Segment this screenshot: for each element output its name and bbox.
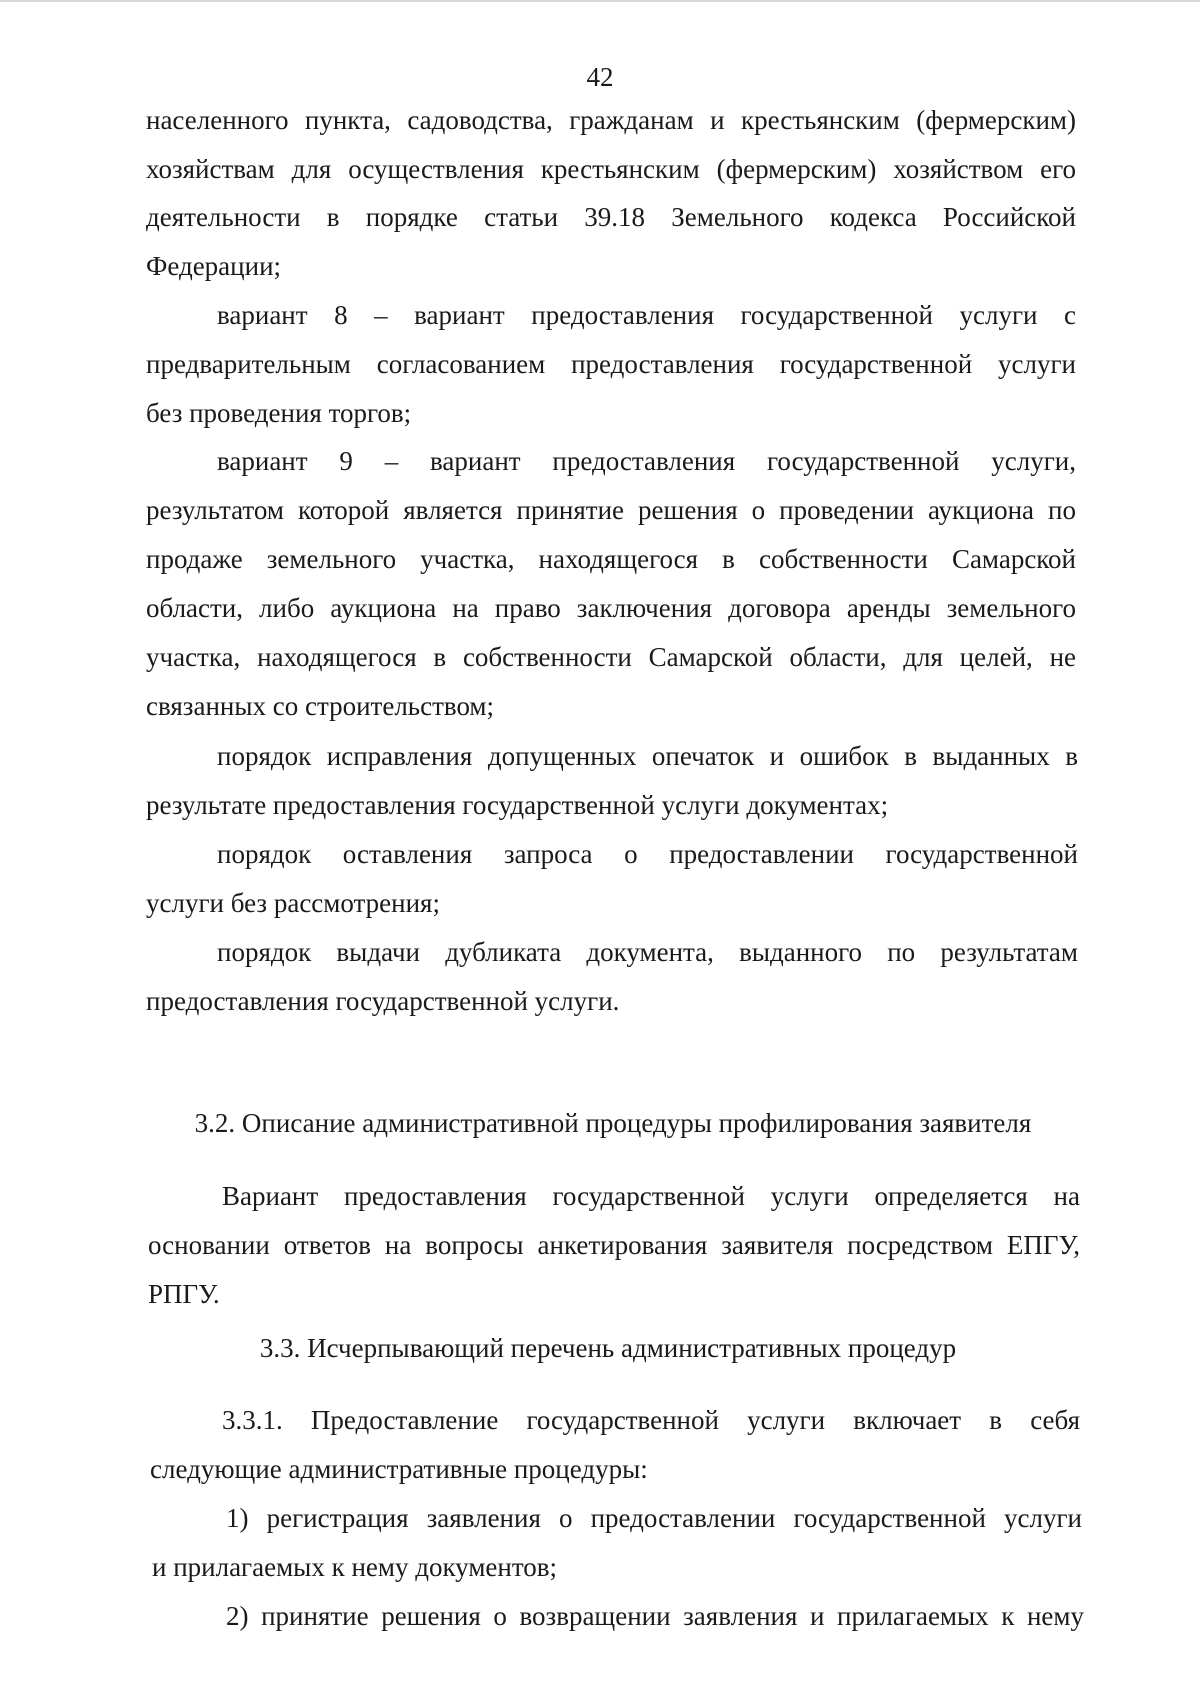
text-line: предоставления государственной услуги.	[146, 986, 620, 1016]
text-line: предварительным согласованием предоставления государственной услуги	[146, 349, 1076, 379]
text-line: хозяйствам для осуществления крестьянским (фермерским) хозяйством его	[146, 154, 1076, 184]
text-line: Вариант предоставления государственной услуги определяется на	[222, 1181, 1080, 1211]
text-line: порядок выдачи дубликата документа, выданного по результатам	[217, 937, 1078, 967]
text-line: результате предоставления государственной услуги документах;	[146, 790, 889, 820]
text-line: связанных со строительством;	[146, 691, 495, 721]
text-line: без проведения торгов;	[146, 398, 412, 428]
text-line: деятельности в порядке статьи 39.18 Земельного кодекса Российской	[146, 202, 1076, 232]
text-line: участка, находящегося в собственности Самарской области, для целей, не	[146, 642, 1076, 672]
text-line: порядок исправления допущенных опечаток и ошибок в выданных в	[217, 741, 1078, 771]
list-item-line: 2) принятие решения о возвращении заявления и прилагаемых к нему	[226, 1601, 1084, 1631]
text-line: области, либо аукциона на право заключения договора аренды земельного	[146, 593, 1076, 623]
text-line: следующие административные процедуры:	[150, 1454, 648, 1484]
text-line: порядок оставления запроса о предоставлении государственной	[217, 839, 1078, 869]
list-item-line: и прилагаемых к нему документов;	[152, 1552, 558, 1582]
text-line: Федерации;	[146, 251, 282, 281]
page-number: 42	[586, 62, 614, 92]
text-line: вариант 8 – вариант предоставления государственной услуги с	[217, 300, 1076, 330]
section-heading-3-2: 3.2. Описание административной процедуры профилирования заявителя	[194, 1108, 1032, 1138]
text-line: населенного пункта, садоводства, гражданам и крестьянским (фермерским)	[146, 105, 1076, 135]
text-line: услуги без рассмотрения;	[146, 888, 440, 918]
text-line: продаже земельного участка, находящегося в собственности Самарской	[146, 544, 1076, 574]
text-line: вариант 9 – вариант предоставления государственной услуги,	[217, 446, 1076, 476]
text-line: 3.3.1. Предоставление государственной услуги включает в себя	[222, 1405, 1080, 1435]
list-item-line: 1) регистрация заявления о предоставлении государственной услуги	[226, 1503, 1082, 1533]
text-line: РПГУ.	[148, 1279, 220, 1309]
top-edge-rule	[0, 0, 1200, 2]
text-line: результатом которой является принятие решения о проведении аукциона по	[146, 495, 1076, 525]
section-heading-3-3: 3.3. Исчерпывающий перечень административных процедур	[259, 1333, 957, 1363]
text-line: основании ответов на вопросы анкетирования заявителя посредством ЕПГУ,	[148, 1230, 1080, 1260]
